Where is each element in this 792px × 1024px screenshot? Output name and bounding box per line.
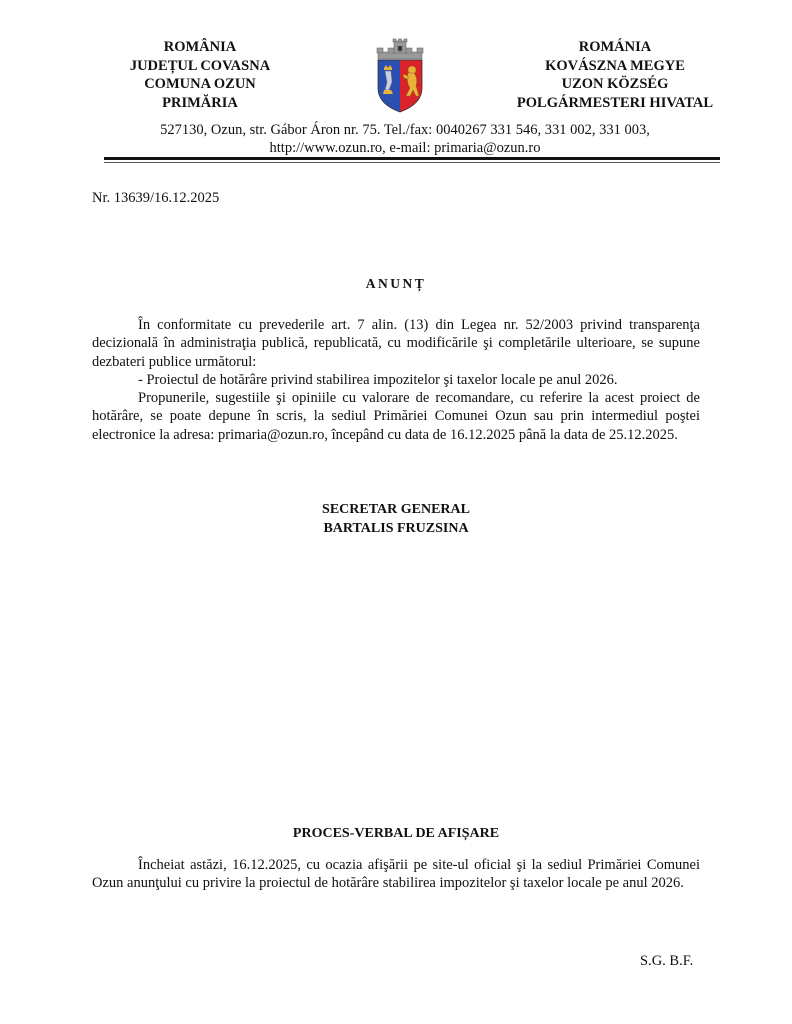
- posting-report-title: PROCES-VERBAL DE AFIȘARE: [292, 826, 500, 841]
- registration-number: Nr. 13639/16.12.2025: [92, 190, 220, 206]
- posting-report-paragraph: [92, 856, 700, 893]
- header-left-line: JUDEȚUL COVASNA: [129, 57, 271, 74]
- address-line: 527130, Ozun, str. Gábor Áron nr. 75. Tel./fax: 0040267 331 546, 331 002, 331 003,: [160, 122, 650, 138]
- header-right-line: UZON KÖZSÉG: [561, 76, 669, 92]
- shield-icon: [372, 58, 428, 114]
- announcement-title: ANUNȚ: [365, 276, 427, 291]
- paragraph-1-text: În conformitate cu prevederile art. 7 alin. (13) din Legea nr. 52/2003 privind transparenţa decizională în administraţia publică, republicată, cu modificările şi completările ulterioare, se supune dezbateri publice următorul:: [92, 317, 700, 370]
- header-address: [80, 121, 730, 157]
- mural-crown-icon: [377, 39, 423, 59]
- posting-report-text: Încheiat astăzi, 16.12.2025, cu ocazia afişării pe site-ul oficial şi la sediul Primăriei Comunei Ozun anunţului cu privire la proiectul de hotărâre stabilirea impozitelor şi taxelor locale pe anul 2026.: [92, 857, 700, 892]
- header-hungarian-block: [495, 38, 735, 112]
- header-romanian-block: [105, 38, 295, 112]
- signature-name: BARTALIS FRUZSINA: [323, 520, 469, 536]
- header-divider-thick: [104, 157, 720, 160]
- announcement-paragraph-3: [92, 389, 700, 444]
- announcement-paragraph-2: - Proiectul de hotărâre privind stabilirea impozitelor şi taxelor locale pe anul 2026.: [138, 372, 618, 388]
- signature-title: SECRETAR GENERAL: [322, 502, 470, 517]
- coat-of-arms-icon: [372, 38, 428, 114]
- signature-block: [0, 501, 792, 538]
- signature-initials: S.G. B.F.: [640, 953, 694, 969]
- paragraph-3-text: Propunerile, sugestiile şi opiniile cu valorare de recomandare, cu referire la acest proiect de hotărâre, se poate depune în scris, la sediul Primăriei Comunei Ozun sau prin intermediul poştei electronice la adresa: primaria@ozun.ro, începând cu data de 16.12.2025 până la data de 25.12.2025.: [92, 390, 700, 443]
- contact-line: http://www.ozun.ro, e-mail: primaria@ozun.ro: [269, 140, 541, 156]
- announcement-paragraph-1: [92, 316, 700, 371]
- header-left-line: ROMÂNIA: [163, 39, 237, 55]
- header-right-line: ROMÁNIA: [578, 39, 652, 55]
- header-left-line: COMUNA OZUN: [144, 76, 256, 92]
- header-left-line: PRIMĂRIA: [162, 94, 238, 111]
- header-divider-thin: [104, 162, 720, 163]
- header-right-line: KOVÁSZNA MEGYE: [545, 57, 685, 74]
- header-right-line: POLGÁRMESTERI HIVATAL: [516, 94, 714, 111]
